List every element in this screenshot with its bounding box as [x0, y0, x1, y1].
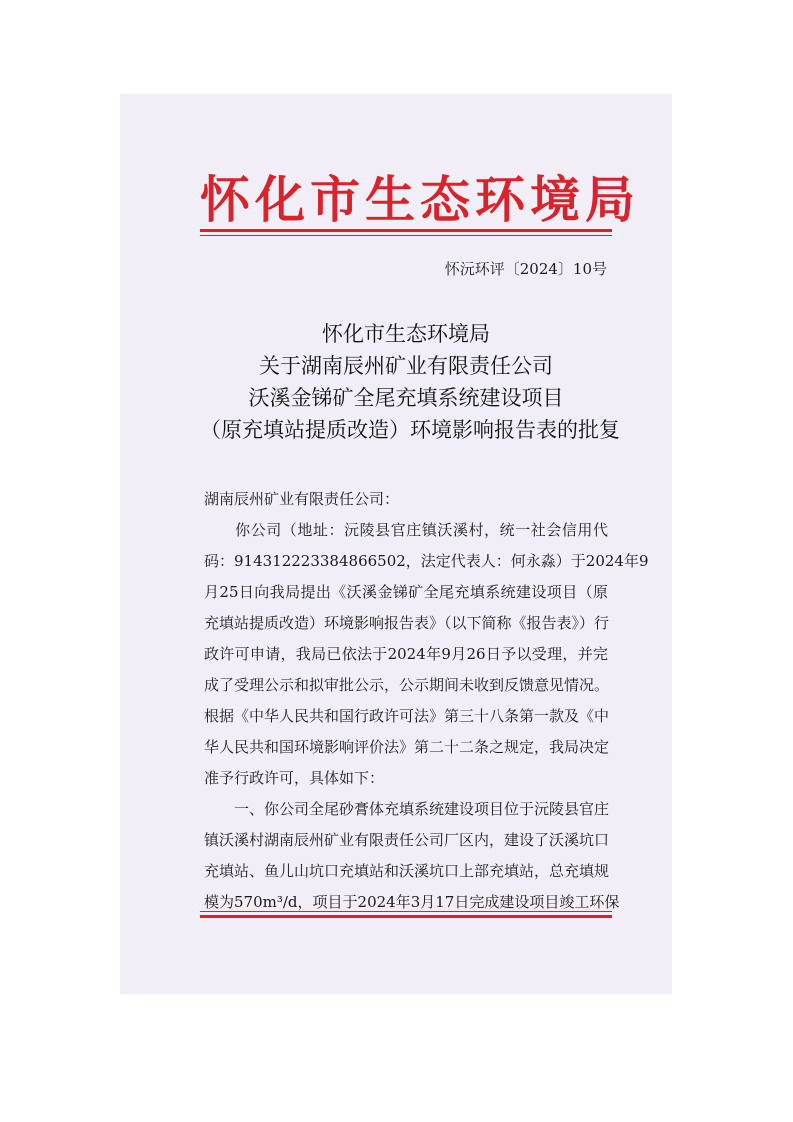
- document-title: [200, 318, 620, 446]
- body-line: 充填站、鱼儿山坑口充填站和沃溪坑口上部充填站，总充填规: [204, 862, 610, 880]
- document-number: 怀沅环评〔2024〕10号: [444, 260, 607, 278]
- body-line: 政许可申请，我局已依法于2024年9月26日予以受理，并完: [204, 645, 608, 663]
- body-line: 充填站提质改造）环境影响报告表》（以下简称《报告表》）行: [204, 614, 610, 632]
- header-red-rule-thick: [200, 229, 612, 232]
- agency-header-title: 怀化市生态环境局: [200, 170, 640, 229]
- header-red-rule-thin: [200, 235, 612, 236]
- document-body: [204, 484, 649, 918]
- body-line: 你公司（地址：沅陵县官庄镇沃溪村，统一社会信用代: [204, 521, 608, 539]
- body-line: 镇沃溪村湖南辰州矿业有限责任公司厂区内，建设了沃溪坑口: [204, 831, 610, 849]
- footer-red-rule-thin: [200, 911, 612, 912]
- body-line: 华人民共和国环境影响评价法》第二十二条之规定，我局决定: [204, 738, 610, 756]
- body-line: 准予行政许可，具体如下：: [204, 769, 385, 787]
- title-line: 怀化市生态环境局: [322, 322, 490, 346]
- title-line: 关于湖南辰州矿业有限责任公司: [259, 354, 553, 378]
- body-line: 成了受理公示和拟审批公示，公示期间未收到反馈意见情况。: [204, 676, 610, 694]
- title-line: （原充填站提质改造）环境影响报告表的批复: [200, 418, 620, 442]
- body-line: 码：914312223384866502，法定代表人：何永淼）于2024年9: [204, 552, 649, 570]
- body-line: 根据《中华人民共和国行政许可法》第三十八条第一款及《中: [204, 707, 610, 725]
- body-line: 模为570m³/d，项目于2024年3月17日完成建设项目竣工环保: [204, 893, 620, 911]
- title-line: 沃溪金锑矿全尾充填系统建设项目: [248, 386, 564, 410]
- body-line: 月25日向我局提出《沃溪金锑矿全尾充填系统建设项目（原: [204, 583, 608, 601]
- addressee-line: 湖南辰州矿业有限责任公司：: [204, 490, 400, 508]
- body-line: 一、你公司全尾砂膏体充填系统建设项目位于沅陵县官庄: [204, 800, 610, 818]
- footer-red-rule-thick: [200, 915, 612, 918]
